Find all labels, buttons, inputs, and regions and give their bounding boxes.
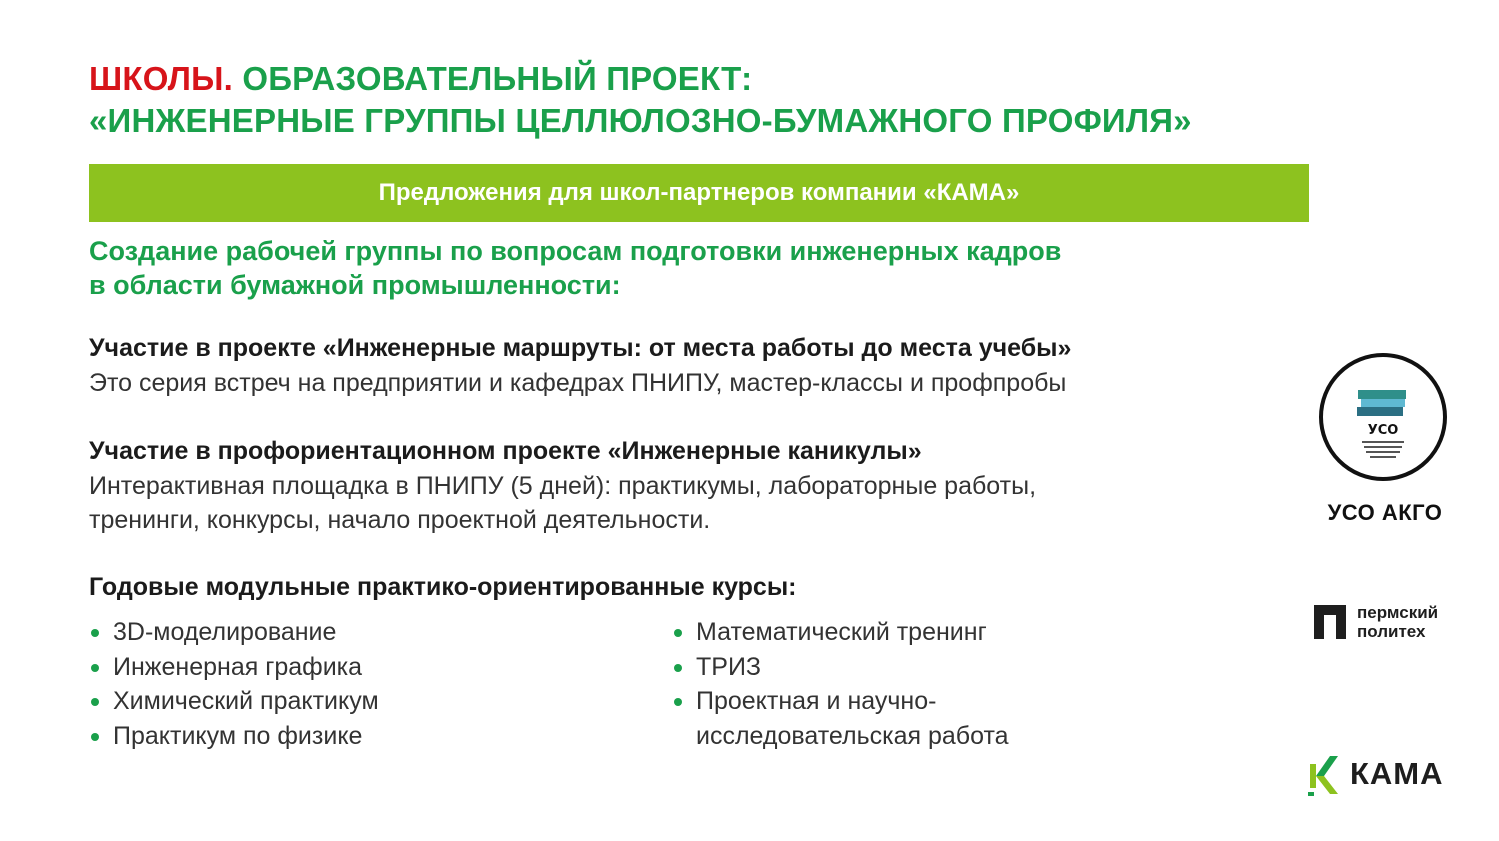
list-item: Проектная и научно-: [672, 684, 1112, 719]
courses-list-right: [672, 615, 1112, 754]
uso-logo: [1318, 352, 1448, 482]
books-icon: [1357, 390, 1406, 416]
polytech-line1: пермский: [1357, 603, 1439, 622]
polytech-mark-icon: [1314, 605, 1346, 639]
subtitle-line2: в области бумажной промышленности:: [89, 270, 621, 300]
project-block-holidays: [89, 434, 1289, 538]
uso-name: УСО АКГО: [1327, 500, 1443, 525]
title-red: ШКОЛЫ.: [89, 60, 233, 97]
kama-wordmark: КАМА: [1350, 756, 1444, 791]
list-item: Математический тренинг: [672, 615, 1112, 650]
kama-logo: [1308, 752, 1444, 796]
project-text: Это серия встреч на предприятии и кафедрах ПНИПУ, мастер-классы и профпробы: [89, 368, 1067, 397]
banner-text: Предложения для школ-партнеров компании «КАМА»: [378, 179, 1020, 206]
subtitle-line1: Создание рабочей группы по вопросам подготовки инженерных кадров: [89, 236, 1062, 266]
title-line1: ОБРАЗОВАТЕЛЬНЫЙ ПРОЕКТ:: [232, 60, 753, 97]
subtitle: [89, 234, 1289, 302]
courses-heading: Годовые модульные практико-ориентированные курсы:: [89, 573, 797, 601]
uso-circle: [1321, 355, 1445, 479]
kama-mark-icon: [1308, 752, 1342, 796]
courses-list-left: [89, 615, 379, 754]
page-title: [89, 58, 1339, 142]
title-line2: «ИНЖЕНЕРНЫЕ ГРУППЫ ЦЕЛЛЮЛОЗНО-БУМАЖНОГО ПРОФИЛЯ»: [89, 102, 1192, 139]
polytech-line2: политех: [1357, 622, 1426, 641]
list-item: Химический практикум: [89, 684, 379, 719]
list-item: Инженерная графика: [89, 650, 379, 685]
list-item: 3D-моделирование: [89, 615, 379, 650]
section-banner: [89, 164, 1309, 222]
list-item: Практикум по физике: [89, 719, 379, 754]
project-text-line2: тренинги, конкурсы, начало проектной деятельности.: [89, 506, 711, 534]
uso-badge-text: УСО: [1367, 423, 1399, 438]
project-heading: Участие в проекте «Инженерные маршруты: от места работы до места учебы»: [89, 334, 1072, 362]
polytech-logo: [1314, 603, 1438, 641]
list-item: ТРИЗ: [672, 650, 1112, 685]
project-block-routes: [89, 331, 1289, 400]
list-item: исследовательская работа: [696, 722, 1009, 751]
project-heading: Участие в профориентационном проекте «Инженерные каникулы»: [89, 437, 922, 465]
project-text-line1: Интерактивная площадка в ПНИПУ (5 дней): практикумы, лабораторные работы,: [89, 471, 1037, 500]
